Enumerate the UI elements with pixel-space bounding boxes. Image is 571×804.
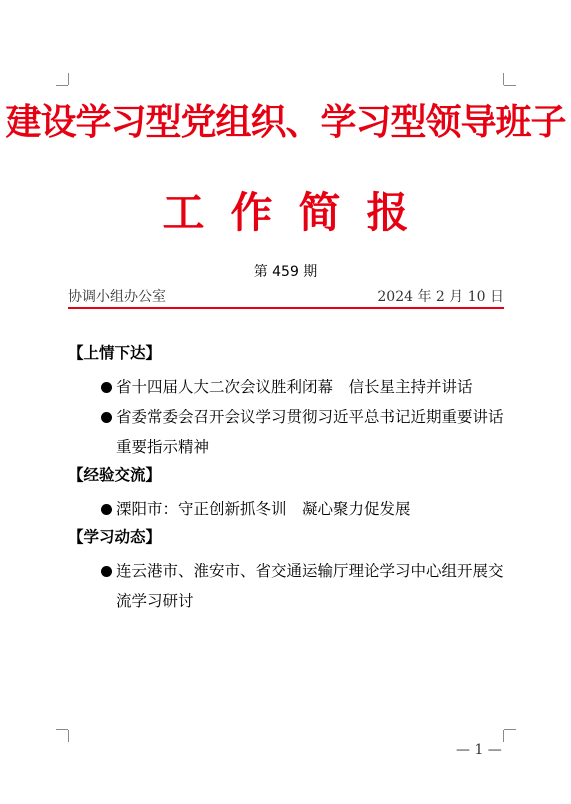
- subtitle-char: 作: [230, 188, 273, 237]
- bullet-icon: [101, 504, 112, 515]
- list-item[interactable]: [68, 402, 508, 462]
- subtitle-char: 工: [162, 188, 205, 237]
- section-heading: 【上情下达】: [68, 344, 162, 362]
- issue-number: 第 459 期: [253, 264, 318, 280]
- bulletin-subtitle: [0, 180, 571, 240]
- list-item-text: 溧阳市：守正创新抓冬训 凝心聚力促发展: [116, 500, 411, 518]
- section-heading: 【经验交流】: [68, 466, 162, 484]
- red-divider-line: [68, 307, 504, 309]
- page-number: — 1 —: [456, 742, 502, 758]
- list-item[interactable]: [68, 372, 508, 402]
- section-heading: 【学习动态】: [68, 528, 162, 546]
- bullet-icon: [101, 412, 112, 423]
- bulletin-masthead-title: 建设学习型党组织、学习型领导班子: [5, 101, 566, 143]
- table-of-contents: [68, 340, 508, 616]
- list-item-text: 连云港市、淮安市、省交通运输厅理论学习中心组开展交流学习研讨: [116, 562, 504, 610]
- issue-date: 2024 年 2 月 10 日: [377, 289, 504, 305]
- list-item-text: 省十四届人大二次会议胜利闭幕 信长星主持并讲话: [116, 378, 473, 396]
- bullet-icon: [101, 566, 112, 577]
- list-item[interactable]: [68, 494, 508, 524]
- issuer-name: 协调小组办公室: [68, 289, 166, 305]
- bullet-icon: [101, 382, 112, 393]
- list-item[interactable]: [68, 556, 508, 616]
- subtitle-char: 简: [298, 188, 341, 237]
- list-item-text: 省委常委会召开会议学习贯彻习近平总书记近期重要讲话重要指示精神: [116, 408, 504, 456]
- subtitle-char: 报: [366, 188, 409, 237]
